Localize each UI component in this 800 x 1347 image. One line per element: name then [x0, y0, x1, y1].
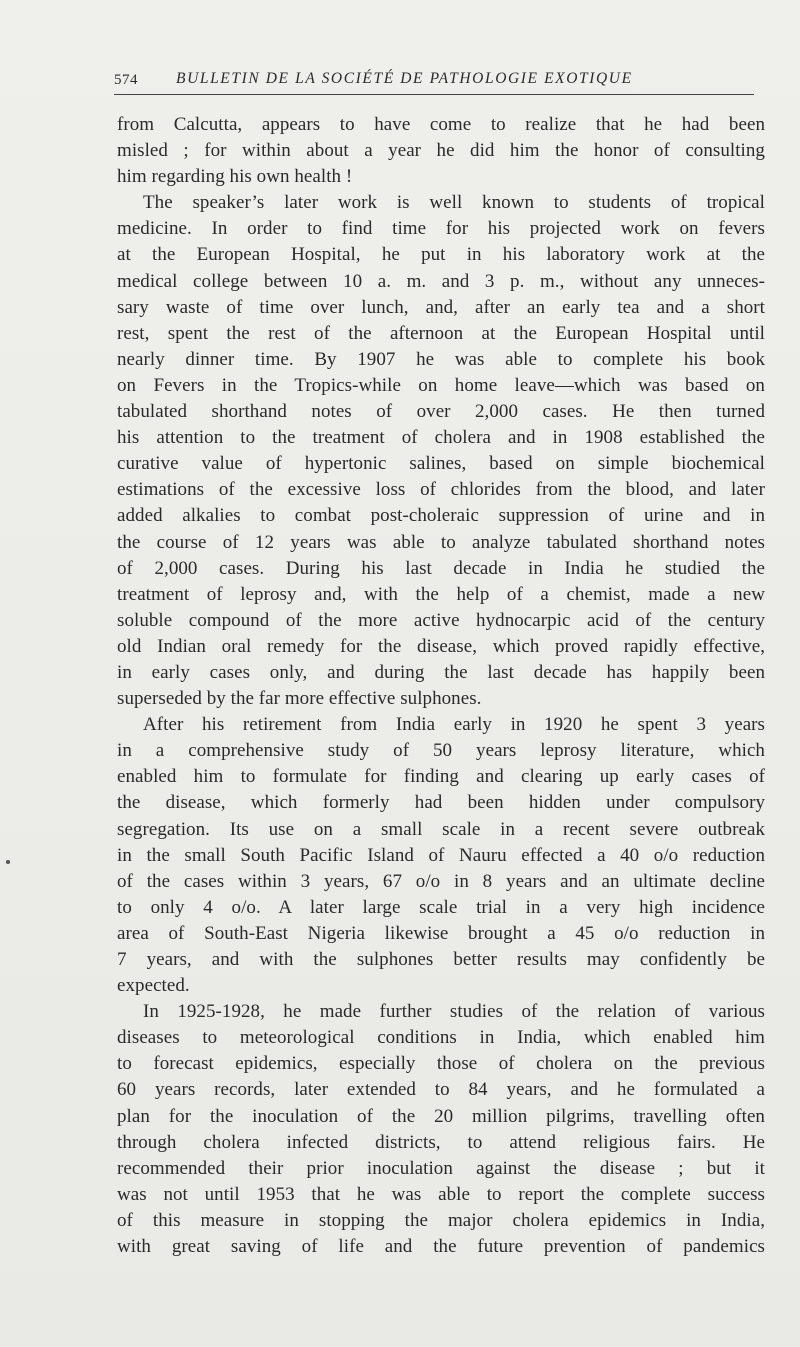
text-line: expected.	[117, 975, 190, 997]
text-line: enabled him to formulate for finding and clearing up early cases of	[117, 766, 765, 788]
text-line: superseded by the far more effective sulphones.	[117, 688, 482, 710]
text-line: medical college between 10 a. m. and 3 p. m., without any unneces-	[117, 270, 765, 292]
text-line: was not until 1953 that he was able to report the complete success	[117, 1183, 765, 1205]
text-line: through cholera infected districts, to attend religious fairs. He	[117, 1131, 765, 1153]
text-line: rest, spent the rest of the afternoon at the European Hospital until	[117, 322, 765, 344]
text-line: segregation. Its use on a small scale in a recent severe outbreak	[117, 818, 765, 840]
text-line: tabulated shorthand notes of over 2,000 cases. He then turned	[117, 401, 765, 423]
text-line: the disease, which formerly had been hidden under compulsory	[117, 792, 765, 814]
text-line: nearly dinner time. By 1907 he was able to complete his book	[117, 348, 765, 370]
text-line: recommended their prior inoculation against the disease ; but it	[117, 1157, 765, 1179]
text-line: at the European Hospital, he put in his laboratory work at the	[117, 244, 765, 266]
text-line: from Calcutta, appears to have come to realize that he had been	[117, 114, 765, 135]
text-line: added alkalies to combat post-choleraic suppression of urine and in	[117, 505, 765, 527]
text-line: in the small South Pacific Island of Nauru effected a 40 o/o reduction	[117, 844, 765, 866]
text-line: of the cases within 3 years, 67 o/o in 8 years and an ultimate decline	[117, 870, 765, 892]
paper-speck	[6, 860, 10, 864]
body-text	[117, 112, 765, 1260]
text-line: 7 years, and with the sulphones better results may confidently be	[117, 949, 765, 970]
text-line: soluble compound of the more active hydnocarpic acid of the century	[117, 609, 765, 631]
text-line: to only 4 o/o. A later large scale trial in a very high incidence	[117, 896, 765, 918]
text-line: with great saving of life and the future prevention of pandemics	[117, 1236, 765, 1258]
text-line: 60 years records, later extended to 84 years, and he formulated a	[117, 1079, 765, 1101]
text-line: estimations of the excessive loss of chlorides from the blood, and later	[117, 479, 765, 501]
text-line: diseases to meteorological conditions in India, which enabled him	[117, 1027, 765, 1049]
text-line: his attention to the treatment of cholera and in 1908 established the	[117, 427, 765, 449]
text-line: sary waste of time over lunch, and, after an early tea and a short	[117, 296, 765, 318]
text-line: him regarding his own health !	[117, 166, 353, 188]
paragraph-start-line: In 1925-1928, he made further studies of the relation of various	[143, 1001, 765, 1023]
page-number: 574	[114, 72, 138, 88]
text-line: in a comprehensive study of 50 years leprosy literature, which	[117, 740, 765, 762]
text-line: to forecast epidemics, especially those of cholera on the previous	[117, 1053, 765, 1075]
text-line: curative value of hypertonic salines, based on simple biochemical	[117, 453, 765, 475]
text-line: of 2,000 cases. During his last decade in India he studied the	[117, 557, 765, 579]
text-line: treatment of leprosy and, with the help of a chemist, made a new	[117, 583, 765, 605]
text-line: on Fevers in the Tropics-while on home leave—which was based on	[117, 374, 765, 396]
text-line: medicine. In order to find time for his projected work on fevers	[117, 218, 765, 240]
running-header	[114, 68, 754, 95]
text-line: the course of 12 years was able to analyze tabulated shorthand notes	[117, 531, 765, 553]
text-line: plan for the inoculation of the 20 million pilgrims, travelling often	[117, 1105, 765, 1127]
paragraph-start-line: The speaker’s later work is well known to students of tropical	[143, 192, 765, 214]
text-line: in early cases only, and during the last decade has happily been	[117, 661, 765, 683]
text-line: area of South-East Nigeria likewise brought a 45 o/o reduction in	[117, 922, 765, 944]
text-line: of this measure in stopping the major cholera epidemics in India,	[117, 1209, 765, 1231]
journal-title: BULLETIN DE LA SOCIÉTÉ DE PATHOLOGIE EXOTIQUE	[176, 70, 633, 87]
text-line: old Indian oral remedy for the disease, which proved rapidly effective,	[117, 635, 765, 657]
text-line: misled ; for within about a year he did him the honor of consulting	[117, 140, 765, 162]
paragraph-start-line: After his retirement from India early in 1920 he spent 3 years	[143, 714, 765, 736]
